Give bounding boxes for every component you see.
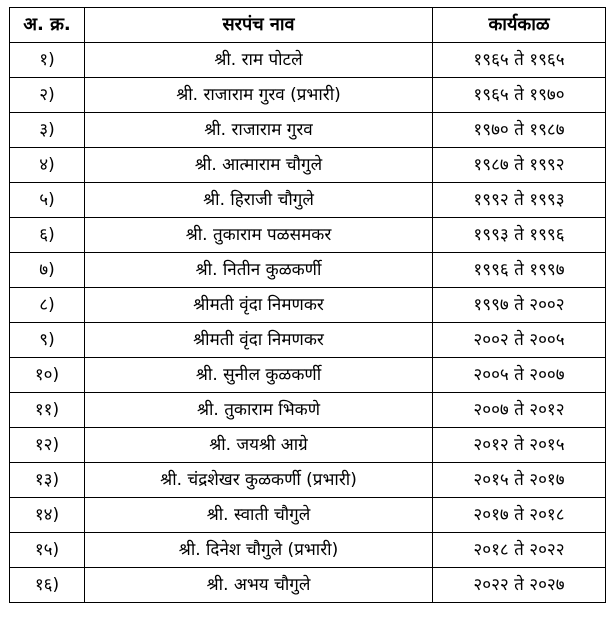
table-row — [10, 148, 606, 183]
serial-cell: ३) — [10, 113, 85, 148]
tenure-period-cell: २००२ ते २००५ — [433, 323, 606, 358]
tenure-period-cell: २००७ ते २०१२ — [433, 393, 606, 428]
sarpanch-name-cell: श्री. सुनील कुळकर्णी — [85, 358, 433, 393]
tenure-period-cell: २०१५ ते २०१७ — [433, 463, 606, 498]
serial-cell: १४) — [10, 498, 85, 533]
table-row — [10, 498, 606, 533]
tenure-period-cell: २०१२ ते २०१५ — [433, 428, 606, 463]
table-row — [10, 463, 606, 498]
header-row — [10, 8, 606, 43]
tenure-period-cell: १९९२ ते १९९३ — [433, 183, 606, 218]
serial-cell: ११) — [10, 393, 85, 428]
table-row — [10, 113, 606, 148]
sarpanch-name-cell: श्री. अभय चौगुले — [85, 568, 433, 603]
sarpanch-name-cell: श्री. स्वाती चौगुले — [85, 498, 433, 533]
tenure-period-cell: १९७० ते १९८७ — [433, 113, 606, 148]
serial-cell: ९) — [10, 323, 85, 358]
table-row — [10, 358, 606, 393]
serial-cell: १०) — [10, 358, 85, 393]
serial-cell: २) — [10, 78, 85, 113]
tenure-period-cell: १९८७ ते १९९२ — [433, 148, 606, 183]
table-row — [10, 43, 606, 78]
serial-cell: ८) — [10, 288, 85, 323]
serial-cell: १) — [10, 43, 85, 78]
table-header — [10, 8, 606, 43]
serial-cell: १२) — [10, 428, 85, 463]
tenure-period-cell: १९६५ ते १९७० — [433, 78, 606, 113]
period-column-header: कार्यकाळ — [433, 8, 606, 43]
sarpanch-name-cell: श्री. तुकाराम भिकणे — [85, 393, 433, 428]
serial-cell: ६) — [10, 218, 85, 253]
serial-cell: ४) — [10, 148, 85, 183]
sarpanch-name-cell: श्री. जयश्री आग्रे — [85, 428, 433, 463]
sarpanch-name-cell: श्रीमती वृंदा निमणकर — [85, 288, 433, 323]
serial-cell: ७) — [10, 253, 85, 288]
tenure-period-cell: १९९७ ते २००२ — [433, 288, 606, 323]
serial-cell: ५) — [10, 183, 85, 218]
sarpanch-name-cell: श्री. राजाराम गुरव (प्रभारी) — [85, 78, 433, 113]
table-row — [10, 568, 606, 603]
table-row — [10, 533, 606, 568]
serial-column-header: अ. क्र. — [10, 8, 85, 43]
table-row — [10, 78, 606, 113]
table-row — [10, 393, 606, 428]
sarpanch-name-cell: श्री. चंद्रशेखर कुळकर्णी (प्रभारी) — [85, 463, 433, 498]
tenure-period-cell: २००५ ते २००७ — [433, 358, 606, 393]
sarpanch-name-cell: श्री. नितीन कुळकर्णी — [85, 253, 433, 288]
table-row — [10, 288, 606, 323]
tenure-period-cell: २०२२ ते २०२७ — [433, 568, 606, 603]
serial-cell: १३) — [10, 463, 85, 498]
tenure-period-cell: १९९३ ते १९९६ — [433, 218, 606, 253]
sarpanch-name-cell: श्री. आत्माराम चौगुले — [85, 148, 433, 183]
sarpanch-table — [9, 7, 606, 603]
serial-cell: १६) — [10, 568, 85, 603]
sarpanch-name-cell: श्री. राम पोटले — [85, 43, 433, 78]
name-column-header: सरपंच नाव — [85, 8, 433, 43]
tenure-period-cell: २०१८ ते २०२२ — [433, 533, 606, 568]
sarpanch-name-cell: श्री. हिराजी चौगुले — [85, 183, 433, 218]
serial-cell: १५) — [10, 533, 85, 568]
tenure-period-cell: १९९६ ते १९९७ — [433, 253, 606, 288]
table-row — [10, 183, 606, 218]
table-row — [10, 323, 606, 358]
sarpanch-name-cell: श्रीमती वृंदा निमणकर — [85, 323, 433, 358]
sarpanch-name-cell: श्री. दिनेश चौगुले (प्रभारी) — [85, 533, 433, 568]
table-row — [10, 218, 606, 253]
tenure-period-cell: १९६५ ते १९६५ — [433, 43, 606, 78]
sarpanch-name-cell: श्री. राजाराम गुरव — [85, 113, 433, 148]
table-row — [10, 253, 606, 288]
tenure-period-cell: २०१७ ते २०१८ — [433, 498, 606, 533]
sarpanch-name-cell: श्री. तुकाराम पळसमकर — [85, 218, 433, 253]
table-row — [10, 428, 606, 463]
table-body — [10, 43, 606, 603]
